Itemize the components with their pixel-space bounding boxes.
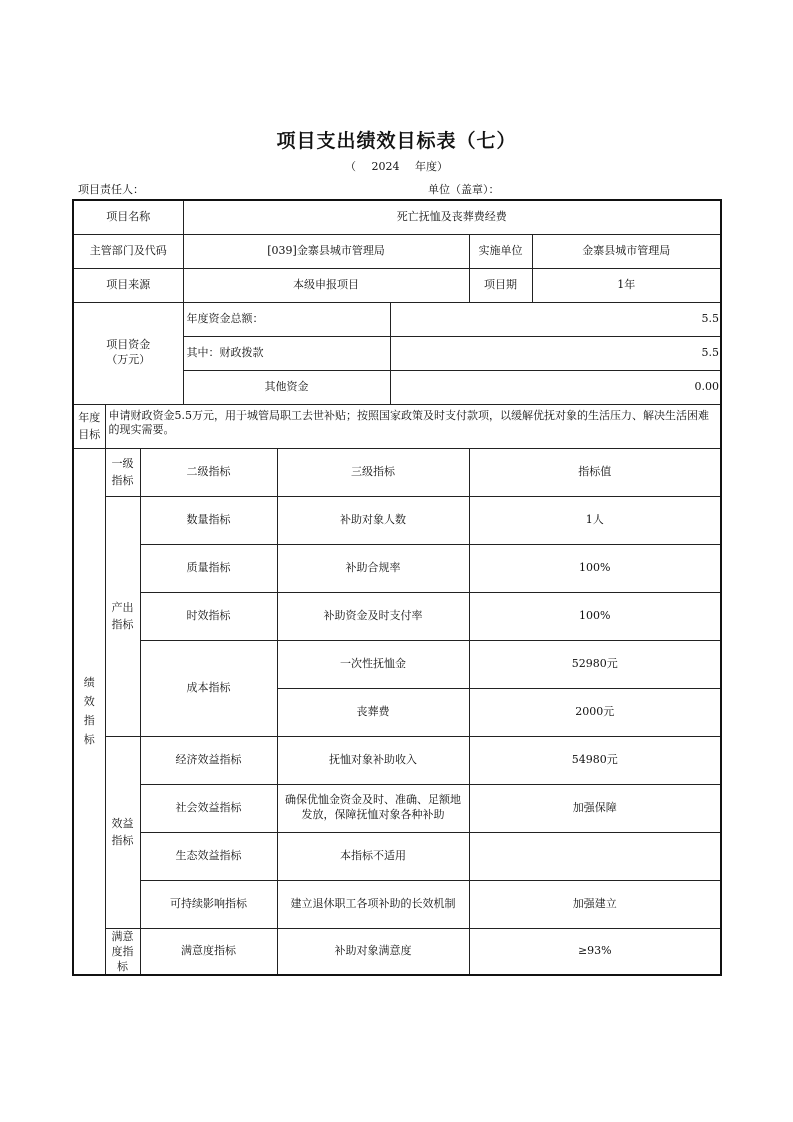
sustainable-l2: 可持续影响指标 xyxy=(140,880,277,928)
table-row xyxy=(73,640,721,688)
quality-l2: 质量指标 xyxy=(140,544,277,592)
quality-l3: 补助合规率 xyxy=(277,544,469,592)
other-funds-value: 0.00 xyxy=(390,370,721,404)
social-value: 加强保障 xyxy=(469,784,721,832)
funds-label-line2: （万元） xyxy=(106,353,151,366)
year-value: 2024 xyxy=(371,160,400,173)
economic-l3: 抚恤对象补助收入 xyxy=(277,736,469,784)
col-level2-header: 二级指标 xyxy=(140,448,277,496)
timeliness-l3: 补助资金及时支付率 xyxy=(277,592,469,640)
dept-value: [039]金寨县城市管理局 xyxy=(183,234,469,268)
table-row xyxy=(73,200,721,234)
ecological-l3: 本指标不适用 xyxy=(277,832,469,880)
period-label: 项目期 xyxy=(469,268,532,302)
funds-label-line1: 项目资金 xyxy=(106,338,151,352)
table-row xyxy=(73,880,721,928)
table-row xyxy=(73,496,721,544)
satisfaction-l2: 满意度指标 xyxy=(140,928,277,975)
project-name-value: 死亡抚恤及丧葬费经费 xyxy=(183,200,721,234)
output-indicator-label: 产出指标 xyxy=(105,496,140,736)
fiscal-funds-value: 5.5 xyxy=(390,336,721,370)
economic-l2: 经济效益指标 xyxy=(140,736,277,784)
cost-2-l3: 丧葬费 xyxy=(277,688,469,736)
source-value: 本级申报项目 xyxy=(183,268,469,302)
impl-unit-label: 实施单位 xyxy=(469,234,532,268)
cost-2-value: 2000元 xyxy=(469,688,721,736)
cost-1-l3: 一次性抚恤金 xyxy=(277,640,469,688)
table-row xyxy=(73,832,721,880)
year-line xyxy=(0,158,793,174)
annual-goal-text: 申请财政资金5.5万元，用于城管局职工去世补贴；按照国家政策及时支付款项，以缓解优抚对象的生活压力、解决生活困难的现实需要。 xyxy=(105,404,721,448)
cost-1-value: 52980元 xyxy=(469,640,721,688)
satisfaction-l3: 补助对象满意度 xyxy=(277,928,469,975)
table-row xyxy=(73,268,721,302)
source-label: 项目来源 xyxy=(73,268,183,302)
unit-seal-label: 单位（盖章）： xyxy=(428,183,500,196)
social-l3: 确保优恤金资金及时、准确、足额地发放，保障抚恤对象各种补助 xyxy=(277,784,469,832)
performance-indicator-group: 绩效指标 xyxy=(73,448,105,975)
table-row xyxy=(73,928,721,975)
quantity-l2: 数量指标 xyxy=(140,496,277,544)
impl-unit-value: 金寨县城市管理局 xyxy=(532,234,721,268)
annual-goal-label: 年度目标 xyxy=(73,404,105,448)
social-l2: 社会效益指标 xyxy=(140,784,277,832)
col-level1-header: 一级指标 xyxy=(105,448,140,496)
table-row xyxy=(73,736,721,784)
project-name-label: 项目名称 xyxy=(73,200,183,234)
table-row xyxy=(73,234,721,268)
table-row xyxy=(73,404,721,448)
quantity-l3: 补助对象人数 xyxy=(277,496,469,544)
performance-goal-table xyxy=(72,199,722,976)
funds-label xyxy=(73,302,183,404)
fiscal-funds-label: 其中：财政拨款 xyxy=(183,336,390,370)
quantity-value: 1人 xyxy=(469,496,721,544)
ecological-value xyxy=(469,832,721,880)
table-row xyxy=(73,448,721,496)
col-value-header: 指标值 xyxy=(469,448,721,496)
other-funds-label: 其他资金 xyxy=(183,370,390,404)
col-level3-header: 三级指标 xyxy=(277,448,469,496)
sustainable-l3: 建立退休职工各项补助的长效机制 xyxy=(277,880,469,928)
timeliness-l2: 时效指标 xyxy=(140,592,277,640)
total-funds-value: 5.5 xyxy=(390,302,721,336)
ecological-l2: 生态效益指标 xyxy=(140,832,277,880)
total-funds-label: 年度资金总额： xyxy=(183,302,390,336)
year-label: 年度） xyxy=(415,160,448,173)
satisfaction-indicator-label: 满意度指标 xyxy=(105,928,140,975)
table-row xyxy=(73,302,721,336)
timeliness-value: 100% xyxy=(469,592,721,640)
economic-value: 54980元 xyxy=(469,736,721,784)
dept-label: 主管部门及代码 xyxy=(73,234,183,268)
year-open: （ xyxy=(345,160,356,173)
satisfaction-value: ≥93% xyxy=(469,928,721,975)
table-row xyxy=(73,592,721,640)
period-value: 1年 xyxy=(532,268,721,302)
cost-l2: 成本指标 xyxy=(140,640,277,736)
quality-value: 100% xyxy=(469,544,721,592)
page-title: 项目支出绩效目标表（七） xyxy=(276,130,517,152)
table-row xyxy=(73,784,721,832)
benefit-indicator-label: 效益指标 xyxy=(105,736,140,928)
sustainable-value: 加强建立 xyxy=(469,880,721,928)
table-row xyxy=(73,544,721,592)
responsible-person-label: 项目责任人： xyxy=(78,183,144,196)
